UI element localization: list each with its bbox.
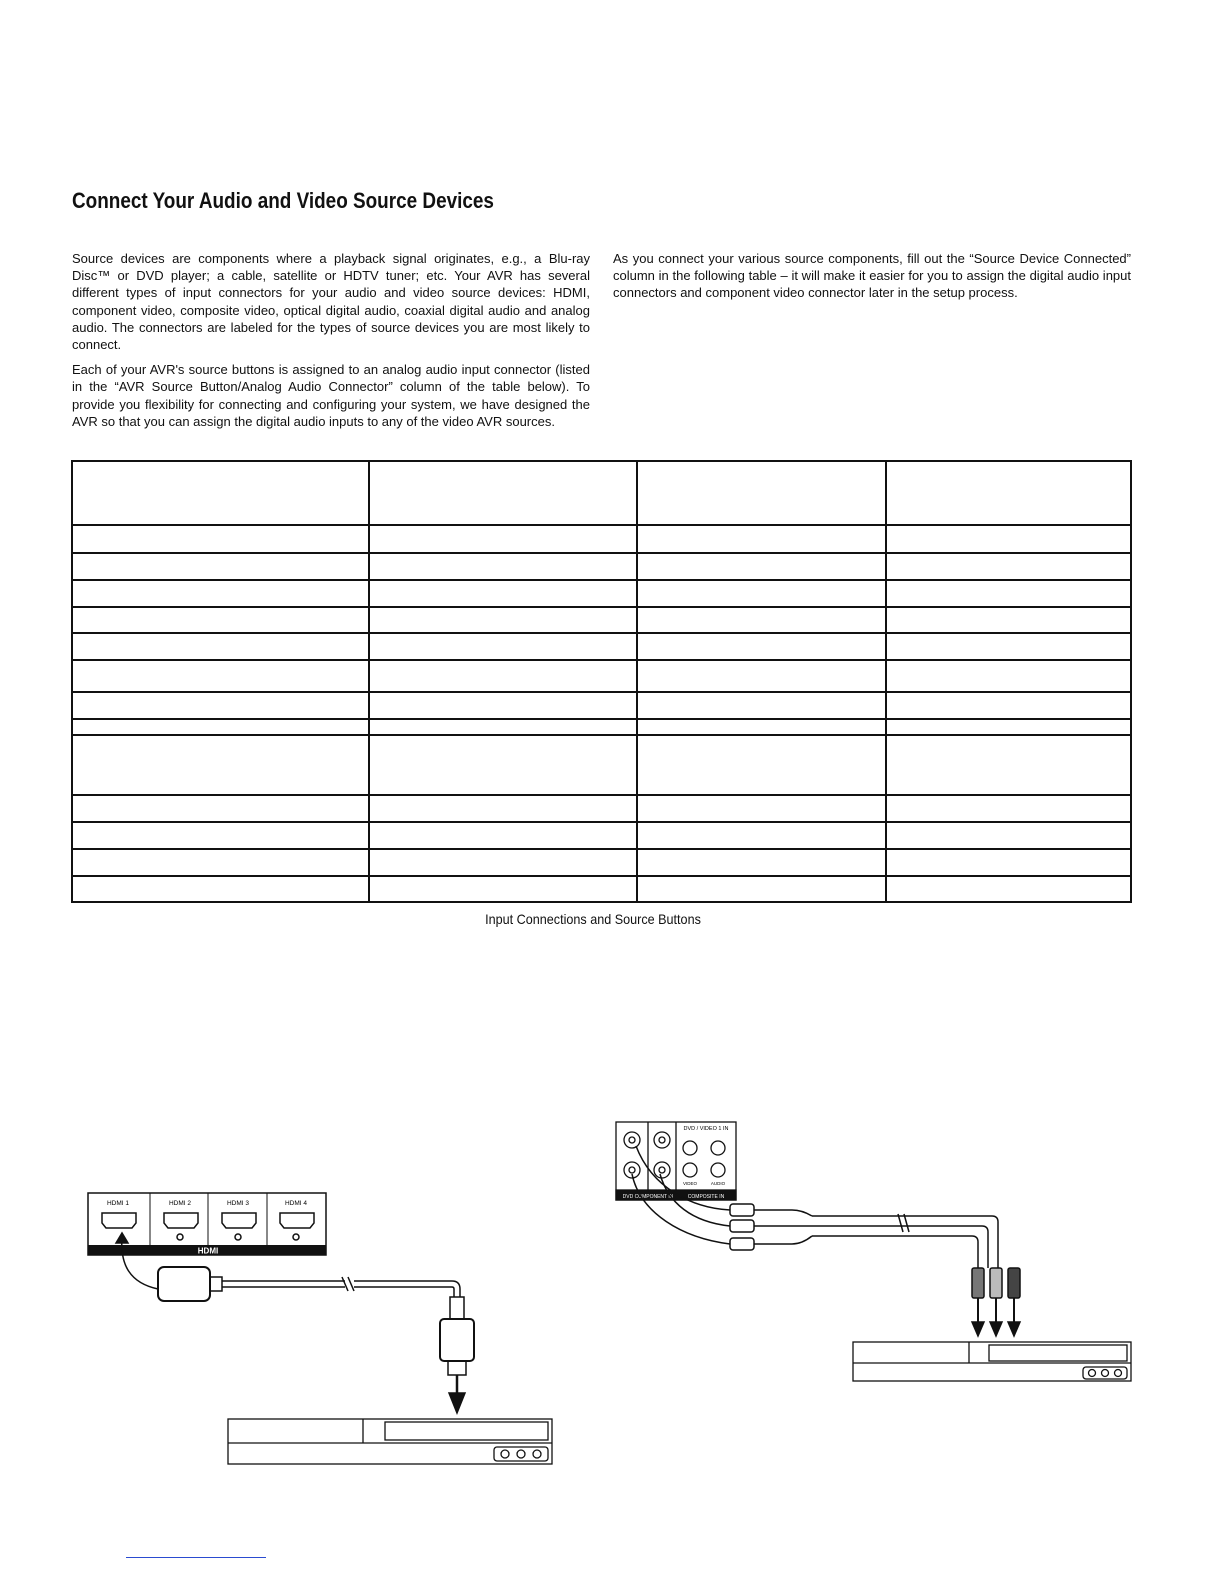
panel-top-label: DVD / VIDEO 1 IN xyxy=(683,1126,729,1132)
hdmi-connection-figure xyxy=(80,1185,580,1475)
hdmi-port-label: HDMI 1 xyxy=(106,1200,130,1207)
intro-text-left xyxy=(72,250,590,438)
panel-bottom-label: DVD COMPONENT IN xyxy=(622,1194,674,1200)
table-row-divider xyxy=(71,606,1132,608)
table-caption: Input Connections and Source Buttons xyxy=(485,911,701,927)
hdmi-cable xyxy=(116,1233,474,1413)
hdmi-port-label: HDMI 3 xyxy=(226,1200,250,1207)
table-row-divider xyxy=(71,632,1132,634)
intro-text-right xyxy=(613,250,1131,310)
table-row-divider xyxy=(71,579,1132,581)
table-column-divider xyxy=(636,460,638,903)
page-title: Connect Your Audio and Video Source Devices xyxy=(72,188,494,213)
footer-link-underline xyxy=(126,1557,266,1558)
table-row-divider xyxy=(71,552,1132,554)
hdmi-bar-label: HDMI xyxy=(197,1246,219,1256)
table-row-divider xyxy=(71,524,1132,526)
paragraph: Source devices are components where a playback signal originates, e.g., a Blu-ray Disc™ or DVD player; a cable, satellite or HDTV tuner; etc. Your AVR has several different types of input connectors for your audio and video source devices: HDMI, component video, composite video, optical digital audio, coaxial digital audio and analog audio. The connectors are labeled for the types of source devices you are most likely to connect. xyxy=(72,251,590,353)
jack-label: AUDIO xyxy=(710,1181,726,1186)
table-frame xyxy=(71,460,1132,903)
table-row-divider xyxy=(71,821,1132,823)
paragraph: Each of your AVR's source buttons is assigned to an analog audio input connector (listed in the “AVR Source Button/Analog Audio Connector” column of the table below). To provide you flexibility for connecting and configuring your system, we have designed the AVR so that you can assign the digital audio inputs to any of the video AVR sources. xyxy=(72,362,590,429)
table-row-divider xyxy=(71,794,1132,796)
source-device-drawing xyxy=(853,1342,1131,1381)
component-connection-figure xyxy=(612,1118,1137,1388)
component-cable xyxy=(632,1146,1020,1336)
paragraph: As you connect your various source components, fill out the “Source Device Connected” column in the following table – it will make it easier for you to assign the digital audio input connectors and component video connector later in the setup process. xyxy=(613,251,1131,301)
table-row-divider xyxy=(71,734,1132,736)
table-column-divider xyxy=(368,460,370,903)
hdmi-port-label: HDMI 4 xyxy=(284,1200,308,1207)
table-column-divider xyxy=(885,460,887,903)
hdmi-port-label: HDMI 2 xyxy=(168,1200,192,1207)
jack-label: VIDEO xyxy=(682,1181,698,1186)
panel-bottom-label: COMPOSITE IN xyxy=(687,1194,725,1200)
table-row-divider xyxy=(71,848,1132,850)
table-row-divider xyxy=(71,659,1132,661)
table-row-divider xyxy=(71,875,1132,877)
component-input-panel xyxy=(616,1122,736,1200)
input-connections-table xyxy=(71,460,1132,903)
table-row-divider xyxy=(71,691,1132,693)
source-device-drawing xyxy=(228,1419,552,1464)
table-row-divider xyxy=(71,718,1132,720)
